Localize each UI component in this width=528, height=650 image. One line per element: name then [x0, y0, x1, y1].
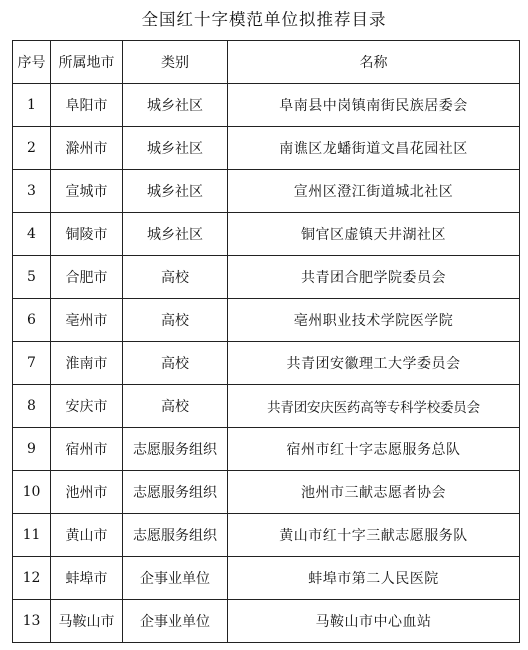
cell-no: 11: [13, 514, 51, 557]
cell-no: 13: [13, 600, 51, 643]
table-row: [13, 256, 520, 299]
cell-city: 宿州市: [51, 428, 123, 471]
cell-city: 铜陵市: [51, 213, 123, 256]
cell-category: 城乡社区: [123, 170, 228, 213]
document-title: 全国红十字模范单位拟推荐目录: [141, 10, 387, 29]
cell-name: 池州市三献志愿者协会: [228, 471, 520, 514]
cell-city: 淮南市: [51, 342, 123, 385]
cell-name: 马鞍山市中心血站: [228, 600, 520, 643]
cell-city: 滁州市: [51, 127, 123, 170]
cell-city: 池州市: [51, 471, 123, 514]
cell-no: 8: [13, 385, 51, 428]
cell-city: 合肥市: [51, 256, 123, 299]
header-no: 序号: [13, 41, 51, 84]
table-row: [13, 600, 520, 643]
table-row: [13, 557, 520, 600]
cell-no: 7: [13, 342, 51, 385]
cell-category: 高校: [123, 342, 228, 385]
cell-category: 志愿服务组织: [123, 428, 228, 471]
cell-no: 1: [13, 84, 51, 127]
cell-city: 阜阳市: [51, 84, 123, 127]
recommendation-table: [12, 40, 520, 643]
table-row: [13, 299, 520, 342]
table-row: [13, 170, 520, 213]
cell-category: 城乡社区: [123, 127, 228, 170]
cell-name: 共青团安徽理工大学委员会: [228, 342, 520, 385]
cell-no: 5: [13, 256, 51, 299]
header-category: 类别: [123, 41, 228, 84]
cell-category: 城乡社区: [123, 213, 228, 256]
table-header-row: [13, 41, 520, 84]
cell-category: 高校: [123, 256, 228, 299]
cell-no: 6: [13, 299, 51, 342]
cell-no: 4: [13, 213, 51, 256]
cell-category: 企事业单位: [123, 600, 228, 643]
cell-city: 蚌埠市: [51, 557, 123, 600]
cell-name: 共青团合肥学院委员会: [228, 256, 520, 299]
header-city: 所属地市: [51, 41, 123, 84]
header-name: 名称: [228, 41, 520, 84]
cell-name: 蚌埠市第二人民医院: [228, 557, 520, 600]
cell-name: 宿州市红十字志愿服务总队: [228, 428, 520, 471]
cell-city: 黄山市: [51, 514, 123, 557]
cell-name: 亳州职业技术学院医学院: [228, 299, 520, 342]
cell-name: 铜官区虚镇天井湖社区: [228, 213, 520, 256]
table-row: [13, 385, 520, 428]
cell-city: 亳州市: [51, 299, 123, 342]
cell-category: 企事业单位: [123, 557, 228, 600]
cell-name: 南谯区龙蟠街道文昌花园社区: [228, 127, 520, 170]
table-row: [13, 428, 520, 471]
table-row: [13, 471, 520, 514]
cell-category: 城乡社区: [123, 84, 228, 127]
cell-category: 高校: [123, 299, 228, 342]
cell-no: 10: [13, 471, 51, 514]
cell-name: 阜南县中岗镇南街民族居委会: [228, 84, 520, 127]
table-row: [13, 84, 520, 127]
table-row: [13, 342, 520, 385]
table-row: [13, 514, 520, 557]
table-row: [13, 213, 520, 256]
cell-city: 安庆市: [51, 385, 123, 428]
cell-no: 12: [13, 557, 51, 600]
cell-category: 志愿服务组织: [123, 471, 228, 514]
cell-no: 9: [13, 428, 51, 471]
cell-no: 2: [13, 127, 51, 170]
cell-name: 黄山市红十字三献志愿服务队: [228, 514, 520, 557]
cell-city: 马鞍山市: [51, 600, 123, 643]
cell-category: 志愿服务组织: [123, 514, 228, 557]
table-row: [13, 127, 520, 170]
cell-city: 宣城市: [51, 170, 123, 213]
cell-name: 共青团安庆医药高等专科学校委员会: [228, 385, 520, 428]
cell-name: 宣州区澄江街道城北社区: [228, 170, 520, 213]
cell-no: 3: [13, 170, 51, 213]
cell-category: 高校: [123, 385, 228, 428]
